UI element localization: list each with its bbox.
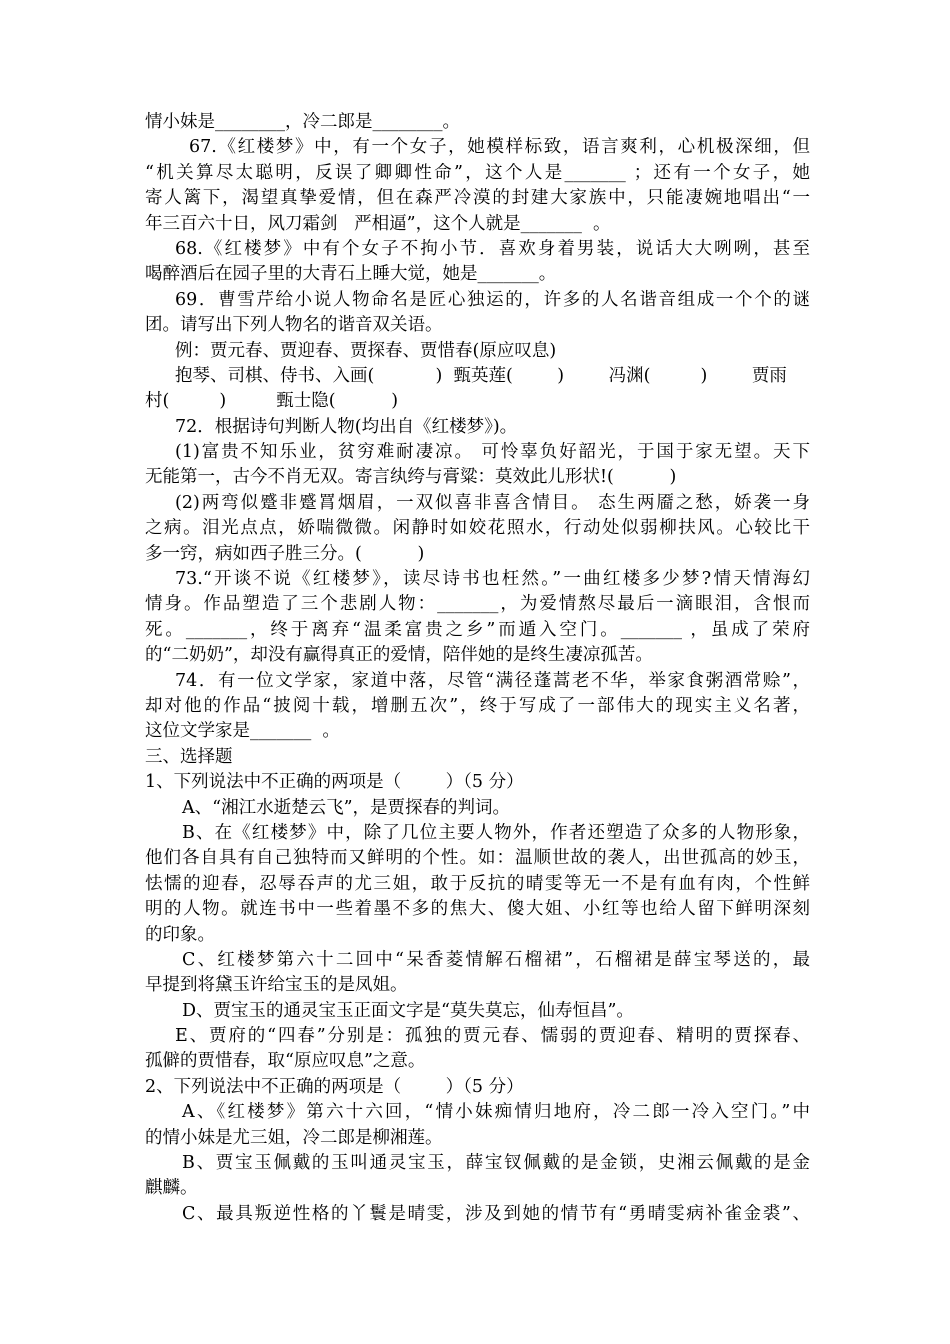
text-line: 的印象。 (145, 924, 215, 945)
text-line: 情小妹是________，冷二郎是________。 (145, 112, 460, 132)
text-line: 的情小妹是尤三姐，冷二郎是柳湘莲。 (145, 1127, 443, 1148)
text-line: B、贾宝玉佩戴的玉叫通灵宝玉，薛宝钗佩戴的是金锁，史湘云佩戴的是金 (182, 1153, 810, 1174)
text-line: 村( ) 甄士隐( ) (145, 391, 399, 412)
text-line: 喝醉酒后在园子里的大青石上睡大觉，她是_______。 (145, 264, 557, 285)
text-line: 团。请写出下列人物名的谐音双关语。 (145, 315, 443, 336)
text-line: 之病。泪光点点，娇喘微微。闲静时如姣花照水，行动处似弱柳扶风。心较比干 (145, 518, 810, 539)
text-line: C、红楼梦第六十二回中“呆香菱情解石榴裙”，石榴裙是薛宝琴送的，最 (182, 949, 810, 970)
text-line: 三、选择题 (145, 746, 233, 767)
text-line: 73.“开谈不说《红楼梦》，读尽诗书也枉然。”一曲红楼多少梦?情天情海幻 (175, 569, 810, 590)
text-line: 67.《红楼梦》中，有一个女子，她模样标致，语言爽利，心机极深细，但 (189, 137, 810, 158)
text-line: 72．根据诗句判断人物(均出自《红楼梦》)。 (175, 416, 518, 437)
text-line: A、《红楼梦》第六十六回，“情小妹痴情归地府，冷二郎一冷入空门。”中 (182, 1102, 810, 1123)
text-line: 却对他的作品“披阅十载，增删五次”，终于写成了一部伟大的现实主义名著， (145, 695, 810, 716)
text-line: B、在《红楼梦》中，除了几位主要人物外，作者还塑造了众多的人物形象， (182, 822, 810, 843)
text-line: “机关算尽太聪明，反误了卿卿性命”，这个人是_______ ；还有一个女子，她 (145, 162, 810, 183)
text-line: 他们各自具有自己独特而又鲜明的个性。如：温顺世故的袭人，出世孤高的妙玉， (145, 848, 810, 869)
text-line: 情身。作品塑造了三个悲剧人物：_______，为爱情熬尽最后一滴眼泪，含恨而 (145, 594, 810, 615)
text-line: 这位文学家是_______ 。 (145, 721, 340, 742)
text-line: 明的人物。就连书中一些着墨不多的焦大、傻大姐、小红等也给人留下鲜明深刻 (145, 899, 810, 920)
text-line: 早提到将黛玉许给宝玉的是凤姐。 (145, 975, 408, 996)
text-line: 死。_______，终于离弃“温柔富贵之乡”而遁入空门。_______ ，虽成了荣府 (145, 619, 810, 640)
text-line: 抱琴、司棋、侍书、入画( ) 甄英莲( ) 冯渊( ) 贾雨 (175, 365, 787, 386)
text-line: 2、下列说法中不正确的两项是（ ）（5 分） (145, 1076, 524, 1097)
text-line: (2)两弯似蹙非蹙罥烟眉，一双似喜非喜含情目。 态生两靥之愁，娇袭一身 (175, 492, 810, 513)
text-line: D、贾宝玉的通灵宝玉正面文字是“莫失莫忘，仙寿恒昌”。 (182, 1000, 634, 1021)
text-line: 1、下列说法中不正确的两项是（ ）（5 分） (145, 772, 524, 793)
text-line: E、贾府的“四春”分别是：孤独的贾元春、懦弱的贾迎春、精明的贾探春、 (175, 1026, 810, 1047)
text-line: 寄人篱下，渴望真挚爱情，但在森严冷漠的封建大家族中，只能凄婉地唱出“一 (145, 188, 810, 209)
text-line: 孤僻的贾惜春，取“原应叹息”之意。 (145, 1051, 426, 1072)
text-line: (1)富贵不知乐业，贫穷难耐凄凉。 可怜辜负好韶光，于国于家无望。天下 (175, 442, 810, 463)
text-line: 74．有一位文学家，家道中落，尽管“满径蓬蒿老不华，举家食粥酒常赊”， (175, 670, 810, 691)
text-line: 68.《红楼梦》中有个女子不拘小节．喜欢身着男装，说话大大咧咧，甚至 (175, 238, 810, 259)
text-line: 无能第一，古今不肖无双。寄言纨绔与膏粱：莫效此儿形状!( ) (145, 467, 677, 488)
text-line: 多一窍，病如西子胜三分。( ) (145, 543, 425, 564)
text-line: 例：贾元春、贾迎春、贾探春、贾惜春(原应叹息) (175, 340, 557, 361)
text-line: 麒麟。 (145, 1178, 198, 1199)
text-line: 怯懦的迎春，忍辱吞声的尤三姐，敢于反抗的晴雯等无一不是有血有肉，个性鲜 (145, 873, 810, 894)
text-line: A、“湘江水逝楚云飞”，是贾探春的判词。 (182, 797, 511, 818)
text-line: 69．曹雪芹给小说人物命名是匠心独运的，许多的人名谐音组成一个个的谜 (175, 289, 810, 310)
text-line: 的“二奶奶”，却没有赢得真正的爱情，陪伴她的是终生凄凉孤苦。 (145, 645, 653, 666)
text-line: 年三百六十日，风刀霜剑 严相逼”，这个人就是_______ 。 (145, 213, 611, 234)
document-page (145, 110, 810, 1227)
text-line: C、最具叛逆性格的丫鬟是晴雯，涉及到她的情节有“勇晴雯病补雀金裘”、 (182, 1203, 810, 1224)
